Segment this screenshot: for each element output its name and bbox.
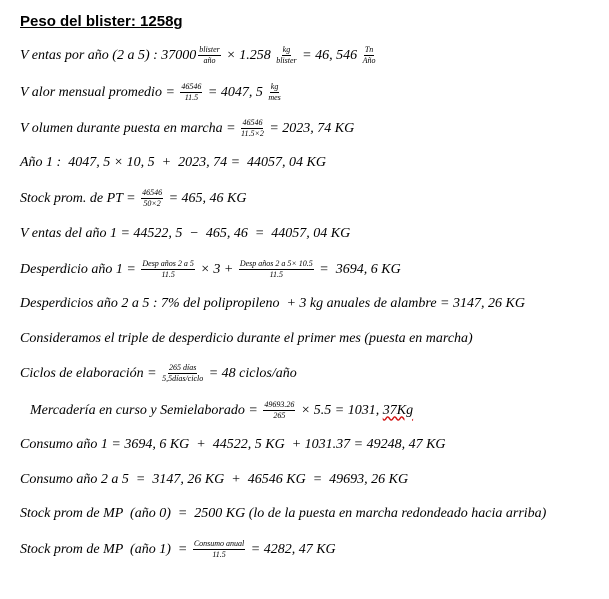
note-triple-desperdicio — [20, 331, 473, 347]
fraction — [198, 46, 220, 65]
numerator: kg — [282, 45, 291, 54]
text: Stock prom. de PT = — [20, 190, 140, 206]
text: Desperdicios año 2 a 5 : 7% del polipropileno + 3 kg anuales de alambre = 3147, 26 KG — [20, 296, 525, 311]
text: = 4282, 47 KG — [247, 541, 336, 557]
fraction — [268, 83, 280, 102]
numerator: Tn — [364, 45, 374, 54]
equation-stock-pt — [20, 189, 247, 208]
numerator: 265 días — [168, 363, 197, 372]
denominator: 50×2 — [143, 199, 161, 208]
text: V alor mensual promedio = — [20, 84, 179, 100]
text: V entas por año (2 a 5) : 37000 — [20, 47, 197, 63]
denominator: 265 — [273, 411, 286, 420]
text: Stock prom de MP (año 1) = — [20, 541, 191, 557]
fraction — [162, 364, 203, 383]
text: V olumen durante puesta en marcha = — [20, 120, 240, 136]
denominator: mes — [268, 93, 281, 102]
equation-volumen-puesta-marcha — [20, 119, 354, 138]
numerator: blister — [199, 45, 220, 54]
page-title: Peso del blister: 1258g — [20, 13, 183, 30]
text: = 2023, 74 KG — [265, 120, 355, 136]
text: Consumo año 2 a 5 = 3147, 26 KG + 46546 KG = 49693, 26 KG — [20, 472, 409, 487]
denominator: 11.5×2 — [241, 129, 264, 138]
equation-desperdicio-anio-1 — [20, 260, 401, 279]
equation-stock-mp-anio-1 — [20, 540, 336, 559]
fraction — [239, 260, 314, 279]
equation-ventas-anio-2-5 — [20, 46, 378, 65]
text: Consumo año 1 = 3694, 6 KG + 44522, 5 KG + 1031.37 = 49248, 47 KG — [20, 437, 446, 452]
numerator: 49693.26 — [264, 400, 295, 409]
denominator: 11.5 — [269, 270, 283, 279]
fraction — [241, 119, 264, 138]
equation-mercaderia-en-curso — [30, 401, 413, 420]
text: Desperdicio año 1 = — [20, 261, 140, 277]
text: = 46, 546 — [298, 47, 361, 63]
fraction — [363, 46, 376, 65]
denominator: Año — [362, 56, 376, 65]
denominator: 11.5 — [161, 270, 175, 279]
numerator: Desp años 2 a 5× 10.5 — [239, 259, 313, 268]
text: Stock prom de MP (año 0) = 2500 KG (lo de la puesta en marcha redondeado hacia arriba) — [20, 506, 547, 521]
text: = 3694, 6 KG — [315, 261, 401, 277]
fraction — [276, 46, 296, 65]
text: Consideramos el triple de desperdicio durante el primer mes (puesta en marcha) — [20, 331, 473, 346]
denominator: 11.5 — [184, 93, 199, 102]
numerator: Desp años 2 a 5 — [142, 259, 194, 268]
equation-ciclos-elaboracion — [20, 364, 297, 383]
fraction — [263, 401, 295, 420]
text: Mercadería en curso y Semielaborado = — [30, 402, 262, 418]
numerator: 46546 — [242, 118, 263, 127]
text: = 465, 46 KG — [165, 190, 247, 206]
text: Año 1 : 4047, 5 × 10, 5 + 2023, 74 = 44057, 04 KG — [20, 155, 327, 170]
numerator: 46546 — [181, 82, 202, 91]
fraction — [141, 189, 163, 208]
equation-ventas-anio-1 — [20, 226, 350, 242]
fraction — [141, 260, 195, 279]
numerator: 46546 — [142, 188, 163, 197]
denominator: año — [203, 56, 216, 65]
text: V entas del año 1 = 44522, 5 − 465, 46 = 44057, 04 KG — [20, 226, 351, 241]
denominator: 11.5 — [212, 550, 226, 559]
equation-valor-mensual — [20, 83, 283, 102]
denominator: 5,5días/ciclo — [162, 374, 204, 383]
fraction — [180, 83, 202, 102]
text: × 1.258 — [222, 47, 275, 63]
text: Ciclos de elaboración = — [20, 365, 161, 381]
text: × 5.5 = 1031, — [297, 402, 383, 418]
equation-consumo-anio-1 — [20, 437, 446, 453]
text: = 4047, 5 — [204, 84, 267, 100]
text: = 48 ciclos/año — [205, 365, 297, 381]
spellcheck-underlined-text: 37Kg — [382, 402, 414, 418]
denominator: blister — [276, 56, 297, 65]
equation-consumo-anio-2-5 — [20, 472, 408, 488]
text: × 3 + — [196, 261, 237, 277]
equation-desperdicios-anio-2-5 — [20, 296, 525, 312]
equation-anio-1 — [20, 155, 326, 171]
numerator: kg — [270, 82, 279, 91]
equation-stock-mp-anio-0 — [20, 506, 546, 522]
fraction — [193, 540, 245, 559]
numerator: Consumo anual — [193, 539, 245, 548]
